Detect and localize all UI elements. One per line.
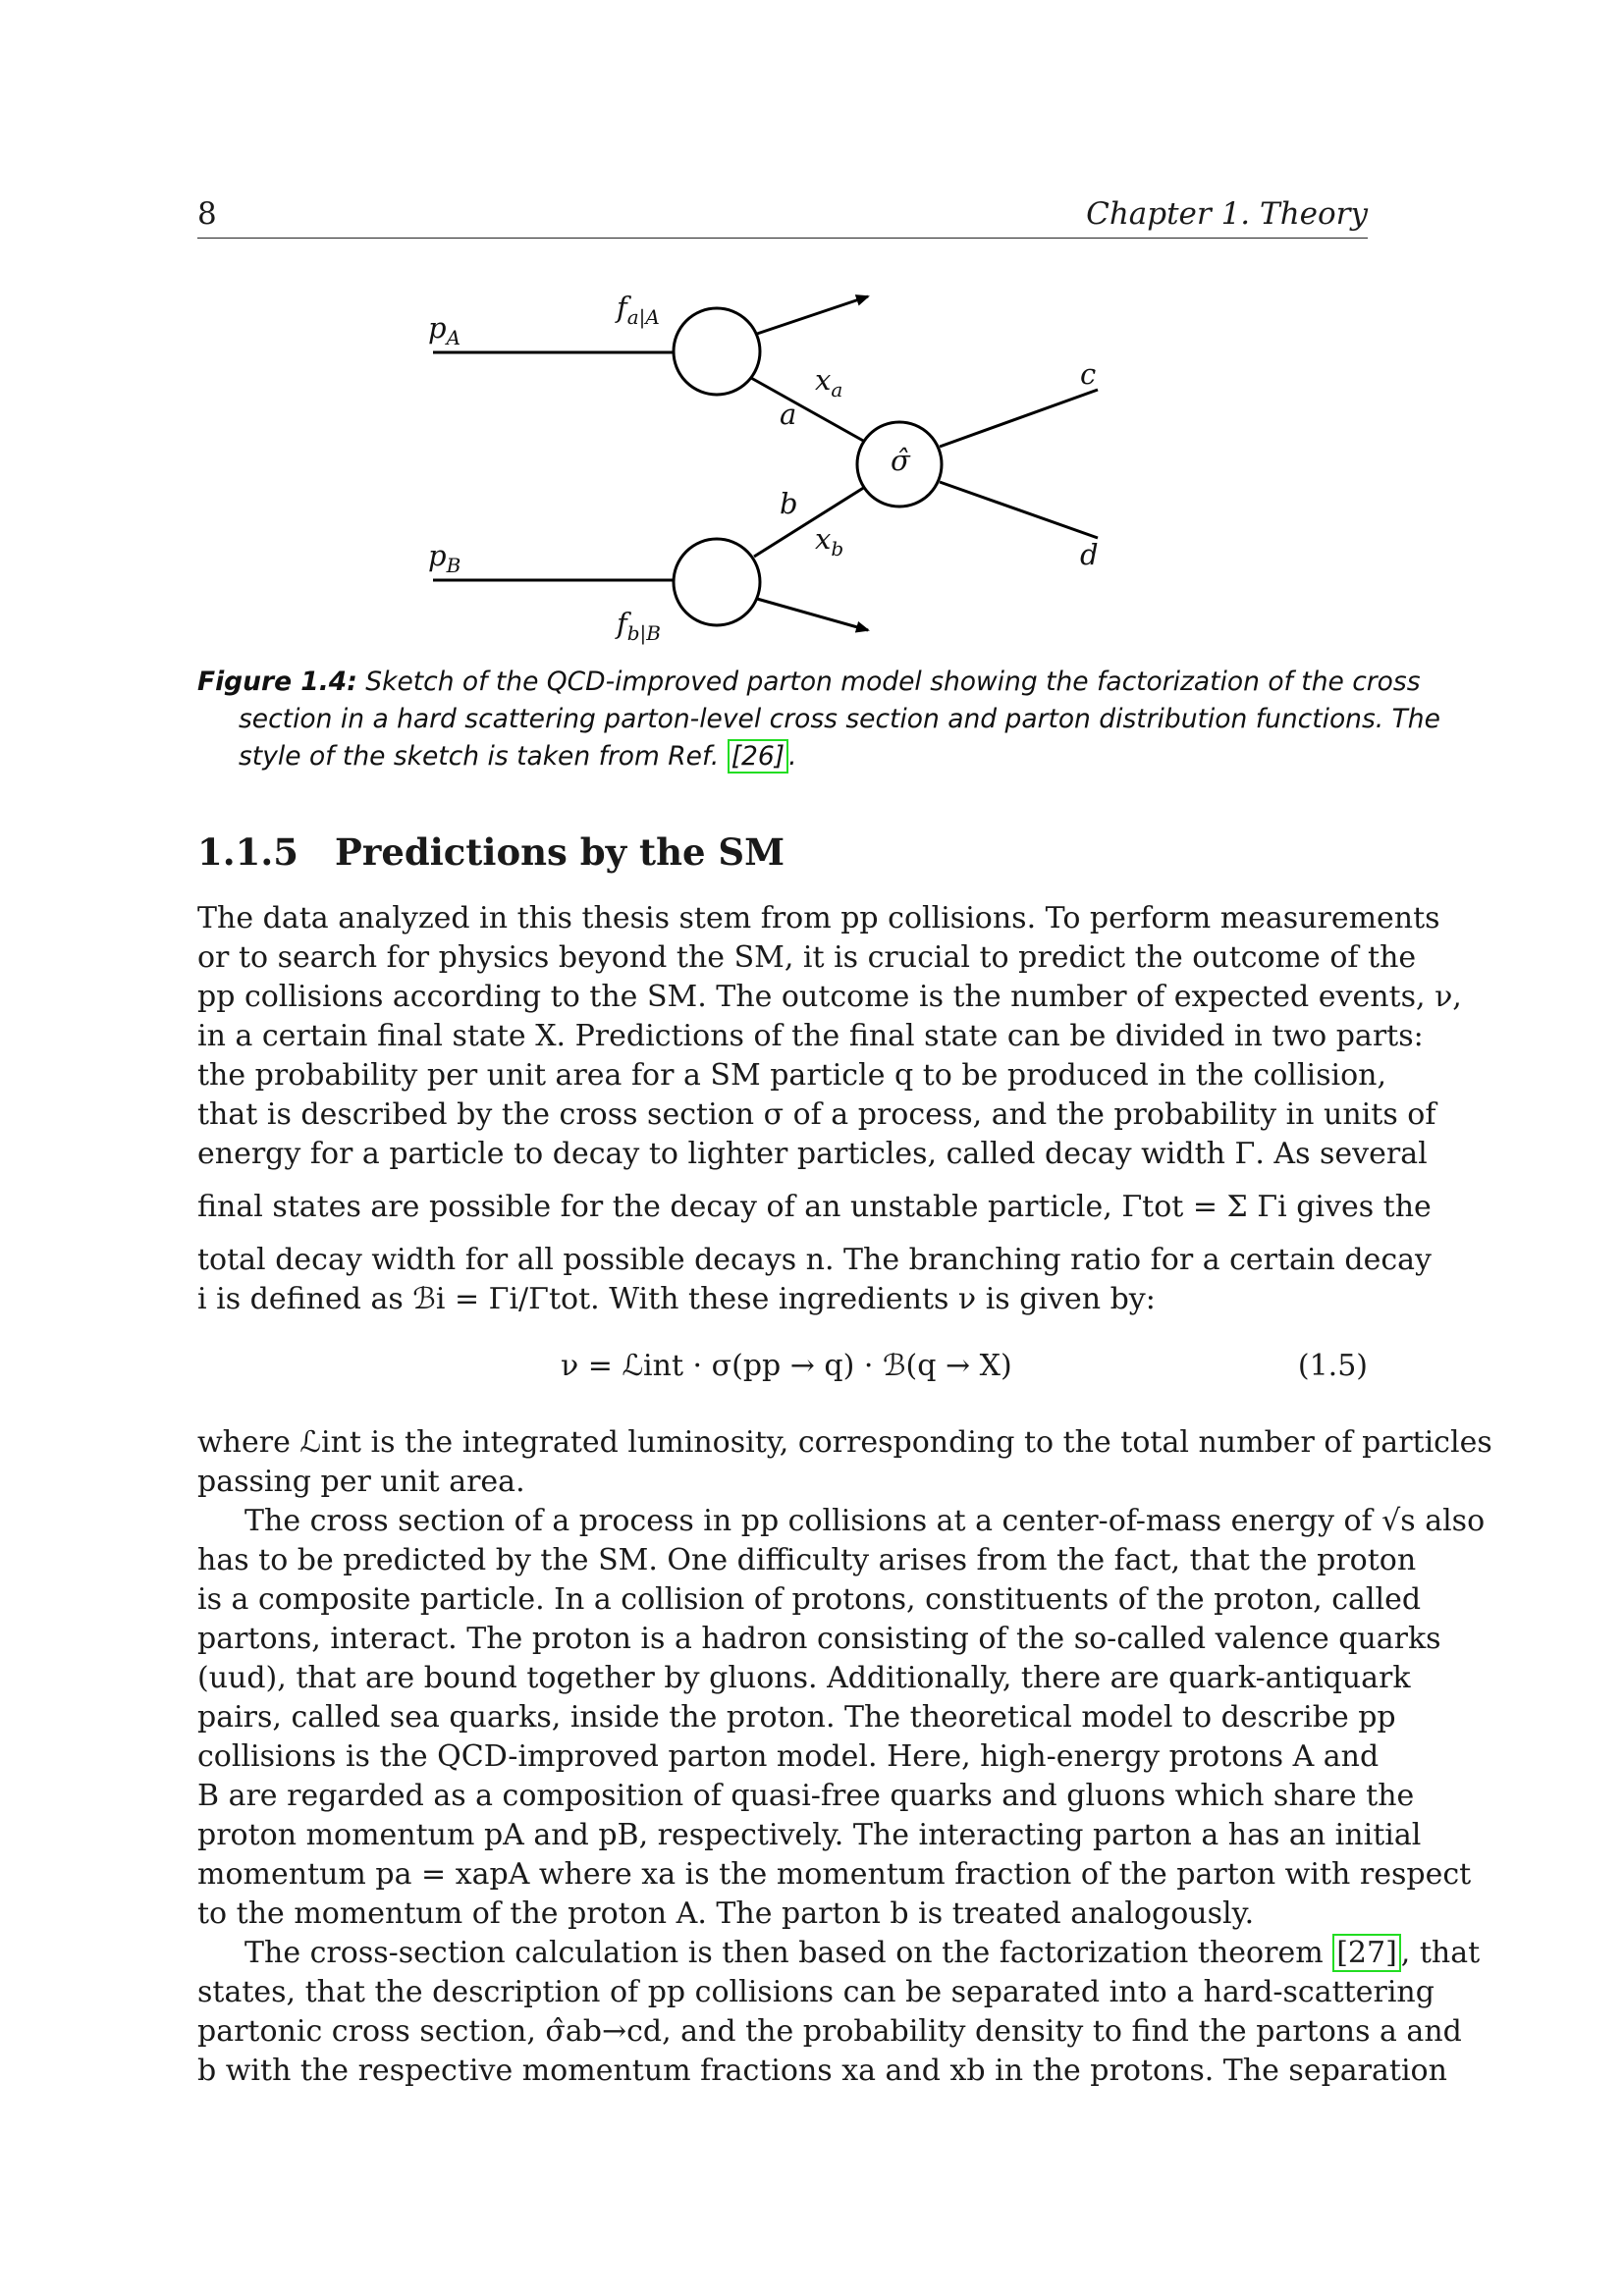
body-line: b with the respective momentum fractions xa and xb in the protons. The separation [197,2054,1447,2088]
caption-citation-link[interactable]: [26] [728,739,788,774]
label-faA: $f_{a|A}$ [617,291,660,329]
body-line: momentum pa = xapA where xa is the momentum fraction of the parton with respect [197,1857,1472,1892]
body-line: B are regarded as a composition of quasi-free quarks and gluons which share the [197,1779,1415,1813]
body-line: in a certain final state X. Predictions of the final state can be divided in two parts: [197,1019,1424,1053]
body-line: the probability per unit area for a SM particle q to be produced in the collision, [197,1058,1386,1093]
equation-number: (1.5) [1297,1349,1368,1383]
body-line: The cross section of a process in pp collisions at a center-of-mass energy of √s also [244,1504,1486,1538]
body-line: where ℒint is the integrated luminosity, corresponding to the total number of particles [197,1425,1492,1460]
parton-a-line [751,378,865,442]
section-number: 1.1.5 [197,830,298,874]
label-sigma: σ̂ [891,444,910,477]
parton-model-diagram [0,0,1624,667]
label-c: c [1080,357,1097,391]
body-line: partonic cross section, σ̂ab→cd, and the probability density to find the partons a and [197,2014,1462,2049]
pdf-blob-b [674,539,760,625]
outgoing-c-line [940,390,1098,447]
caption-line-2: section in a hard scattering parton-level cross section and parton distribution functions. The [239,704,1440,734]
body-line: passing per unit area. [197,1465,525,1499]
label-b: b [780,487,798,520]
label-fbB: $f_{b|B}$ [617,607,661,645]
caption-line-1: Sketch of the QCD-improved parton model showing the factorization of the cross [365,667,1421,697]
caption-line-3: style of the sketch is taken from Ref. [239,741,728,772]
equation-body: ν = ℒint · σ(pp → q) · ℬ(q → X) [561,1349,1012,1383]
body-line: states, that the description of pp collisions can be separated into a hard-scattering [197,1975,1435,2009]
label-xb: $x_b$ [815,522,844,561]
section-title: Predictions by the SM [335,830,785,874]
body-line: partons, interact. The proton is a hadron consisting of the so-called valence quarks [197,1622,1441,1656]
body-line [197,1936,1481,1970]
label-pB: $p_B$ [428,539,461,577]
body-line: The data analyzed in this thesis stem from pp collisions. To perform measurements [197,901,1440,935]
body-line: energy for a particle to decay to lighter particles, called decay width Γ. As several [197,1137,1428,1171]
body-line: i is defined as ℬi = Γi/Γtot. With these ingredients ν is given by: [197,1282,1156,1316]
pdf-blob-a [674,308,760,395]
body-text: The cross-section calculation is then based on the factorization theorem [244,1936,1333,1970]
body-line: final states are possible for the decay of an unstable particle, Γtot = Σ Γi gives the [197,1190,1432,1224]
body-line: is a composite particle. In a collision of protons, constituents of the proton, called [197,1582,1422,1617]
body-line: collisions is the QCD-improved parton model. Here, high-energy protons A and [197,1739,1380,1774]
body-line: has to be predicted by the SM. One difficulty arises from the fact, that the proton [197,1543,1417,1577]
remnant-a-arrow [757,296,868,334]
body-line: proton momentum pA and pB, respectively. The interacting parton a has an initial [197,1818,1422,1852]
body-line: to the momentum of the proton A. The parton b is treated analogously. [197,1896,1255,1931]
body-line: that is described by the cross section σ of a process, and the probability in units of [197,1097,1436,1132]
body-line: (uud), that are bound together by gluons. Additionally, there are quark-antiquark [197,1661,1411,1695]
body-line: total decay width for all possible decays n. The branching ratio for a certain decay [197,1243,1432,1277]
body-line: pp collisions according to the SM. The outcome is the number of expected events, ν, [197,980,1462,1014]
remnant-b-arrow [757,599,868,630]
label-a: a [780,398,797,431]
label-pA: $p_A$ [428,311,461,349]
label-d: d [1080,538,1099,571]
body-line: pairs, called sea quarks, inside the proton. The theoretical model to describe pp [197,1700,1396,1735]
parton-b-line [754,487,865,557]
label-xa: $x_a$ [815,363,843,401]
body-line: or to search for physics beyond the SM, it is crucial to predict the outcome of the [197,940,1417,975]
citation-link[interactable]: [27] [1332,1934,1401,1972]
body-text: , that [1400,1936,1481,1970]
running-chapter-title: Chapter 1. Theory [1086,196,1368,232]
caption-label: Figure 1.4: [197,667,357,697]
outgoing-d-line [940,482,1098,538]
page-number: 8 [197,196,217,232]
section-heading [197,830,785,874]
